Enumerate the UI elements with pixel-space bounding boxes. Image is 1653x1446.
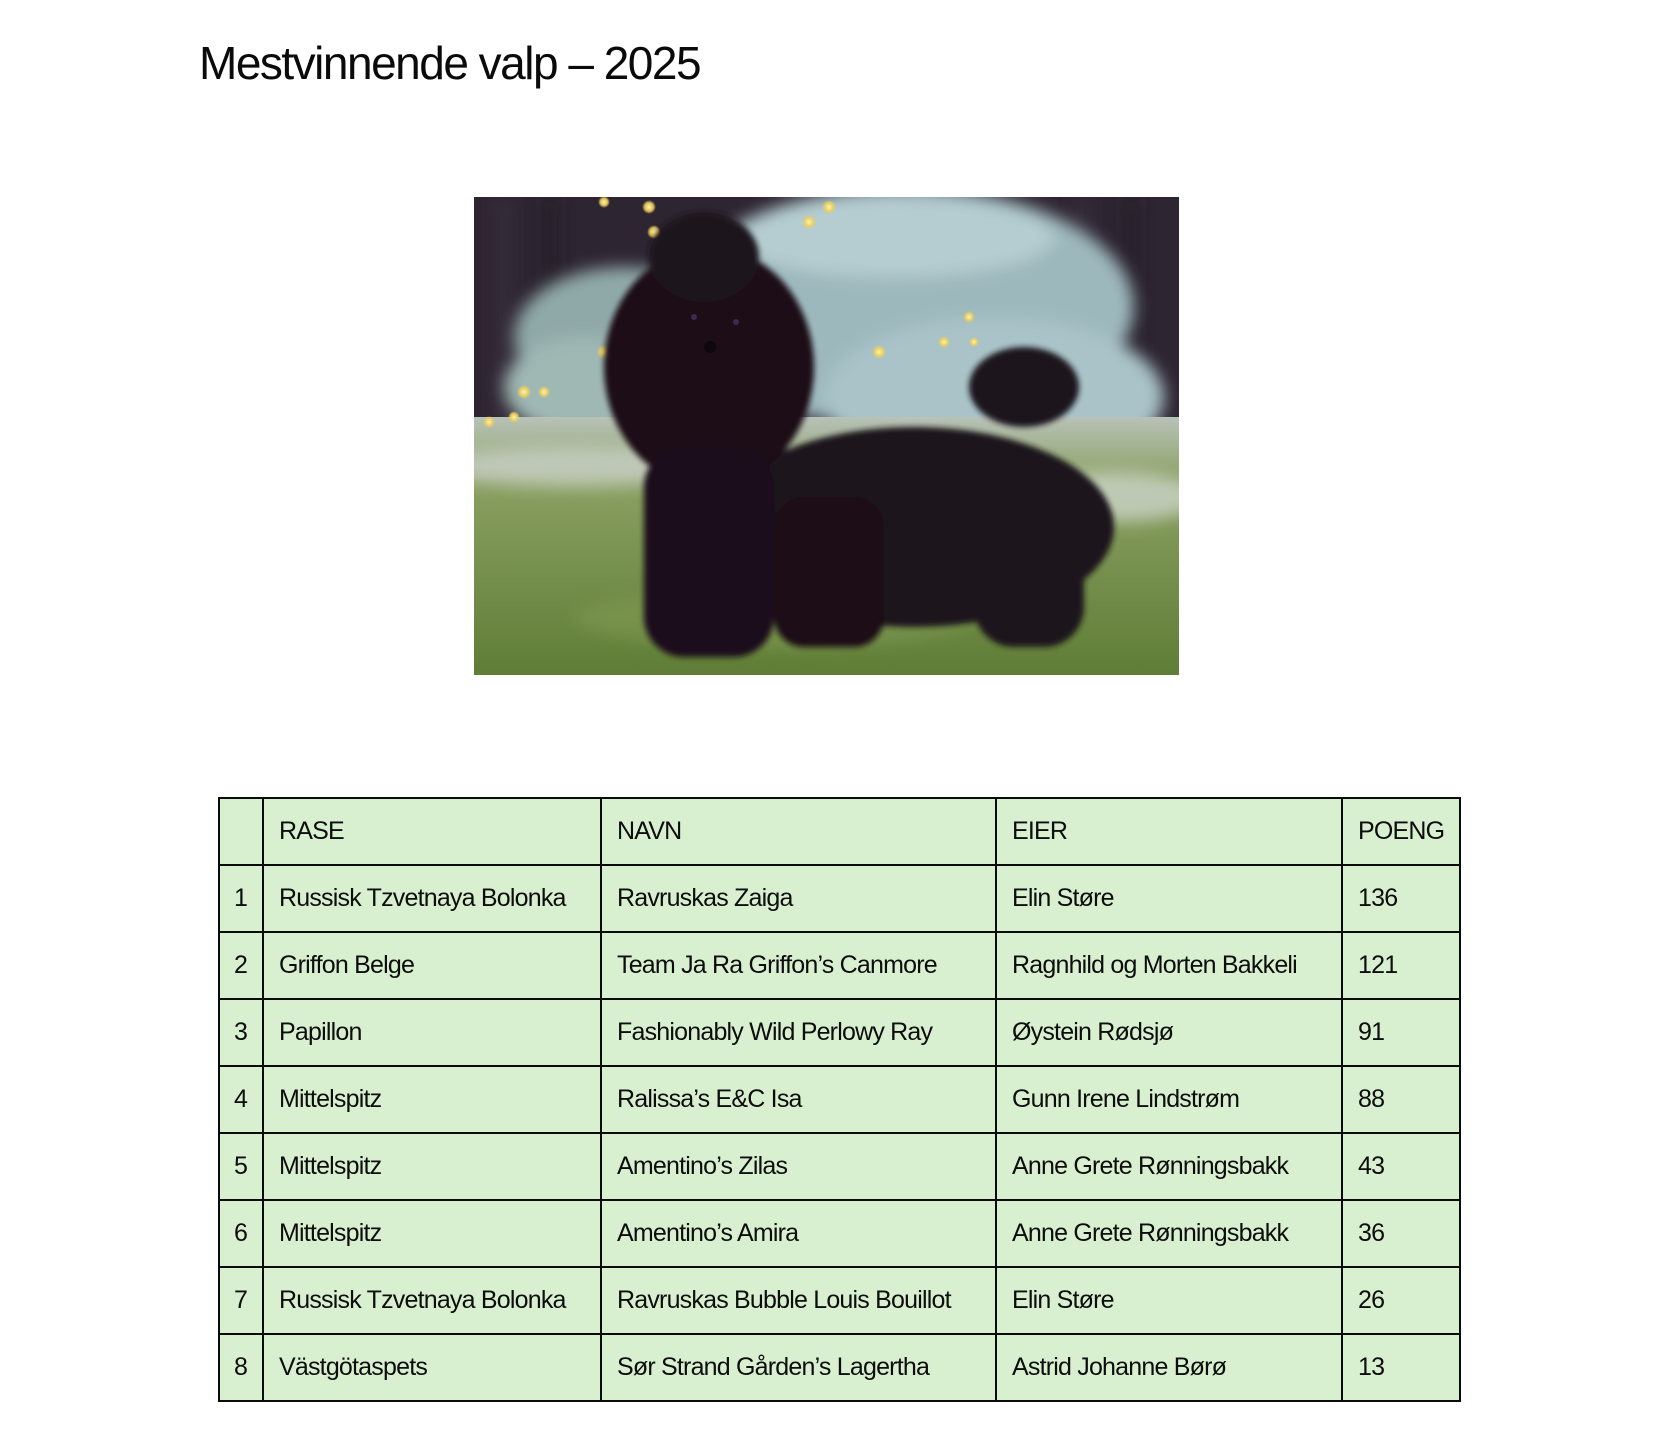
cell-rase: Papillon [263, 999, 601, 1066]
cell-navn: Amentino’s Zilas [601, 1133, 996, 1200]
cell-rank: 7 [219, 1267, 263, 1334]
table-row [219, 865, 1460, 932]
cell-rank: 4 [219, 1066, 263, 1133]
cell-rank: 5 [219, 1133, 263, 1200]
cell-navn: Ravruskas Zaiga [601, 865, 996, 932]
cell-rase: Mittelspitz [263, 1133, 601, 1200]
cell-navn: Team Ja Ra Griffon’s Canmore [601, 932, 996, 999]
table-row [219, 1267, 1460, 1334]
cell-eier: Anne Grete Rønningsbakk [996, 1133, 1342, 1200]
table-row [219, 1334, 1460, 1401]
cell-poeng: 121 [1342, 932, 1460, 999]
header-rase: RASE [263, 798, 601, 865]
cell-eier: Elin Støre [996, 1267, 1342, 1334]
puppy-photo [474, 197, 1179, 675]
table-row [219, 932, 1460, 999]
cell-navn: Ralissa’s E&C Isa [601, 1066, 996, 1133]
cell-eier: Øystein Rødsjø [996, 999, 1342, 1066]
header-navn: NAVN [601, 798, 996, 865]
table-row [219, 1066, 1460, 1133]
header-rank [219, 798, 263, 865]
cell-poeng: 26 [1342, 1267, 1460, 1334]
cell-eier: Ragnhild og Morten Bakkeli [996, 932, 1342, 999]
cell-poeng: 136 [1342, 865, 1460, 932]
cell-rase: Griffon Belge [263, 932, 601, 999]
table-row [219, 1133, 1460, 1200]
cell-navn: Fashionably Wild Perlowy Ray [601, 999, 996, 1066]
cell-poeng: 88 [1342, 1066, 1460, 1133]
header-eier: EIER [996, 798, 1342, 865]
cell-poeng: 13 [1342, 1334, 1460, 1401]
cell-navn: Amentino’s Amira [601, 1200, 996, 1267]
table-header-row [219, 798, 1460, 865]
cell-rank: 1 [219, 865, 263, 932]
results-table [218, 797, 1461, 1402]
cell-eier: Astrid Johanne Børø [996, 1334, 1342, 1401]
cell-navn: Ravruskas Bubble Louis Bouillot [601, 1267, 996, 1334]
cell-rase: Västgötaspets [263, 1334, 601, 1401]
table-row [219, 1200, 1460, 1267]
cell-poeng: 36 [1342, 1200, 1460, 1267]
cell-rank: 2 [219, 932, 263, 999]
header-poeng: POENG [1342, 798, 1460, 865]
dog-image-icon [474, 197, 1179, 675]
table-row [219, 999, 1460, 1066]
cell-eier: Elin Støre [996, 865, 1342, 932]
cell-navn: Sør Strand Gården’s Lagertha [601, 1334, 996, 1401]
cell-rase: Mittelspitz [263, 1200, 601, 1267]
cell-eier: Gunn Irene Lindstrøm [996, 1066, 1342, 1133]
cell-rase: Russisk Tzvetnaya Bolonka [263, 865, 601, 932]
cell-rase: Mittelspitz [263, 1066, 601, 1133]
cell-poeng: 91 [1342, 999, 1460, 1066]
cell-rank: 3 [219, 999, 263, 1066]
cell-rase: Russisk Tzvetnaya Bolonka [263, 1267, 601, 1334]
cell-rank: 8 [219, 1334, 263, 1401]
cell-eier: Anne Grete Rønningsbakk [996, 1200, 1342, 1267]
cell-poeng: 43 [1342, 1133, 1460, 1200]
page-title: Mestvinnende valp – 2025 [199, 37, 701, 89]
cell-rank: 6 [219, 1200, 263, 1267]
